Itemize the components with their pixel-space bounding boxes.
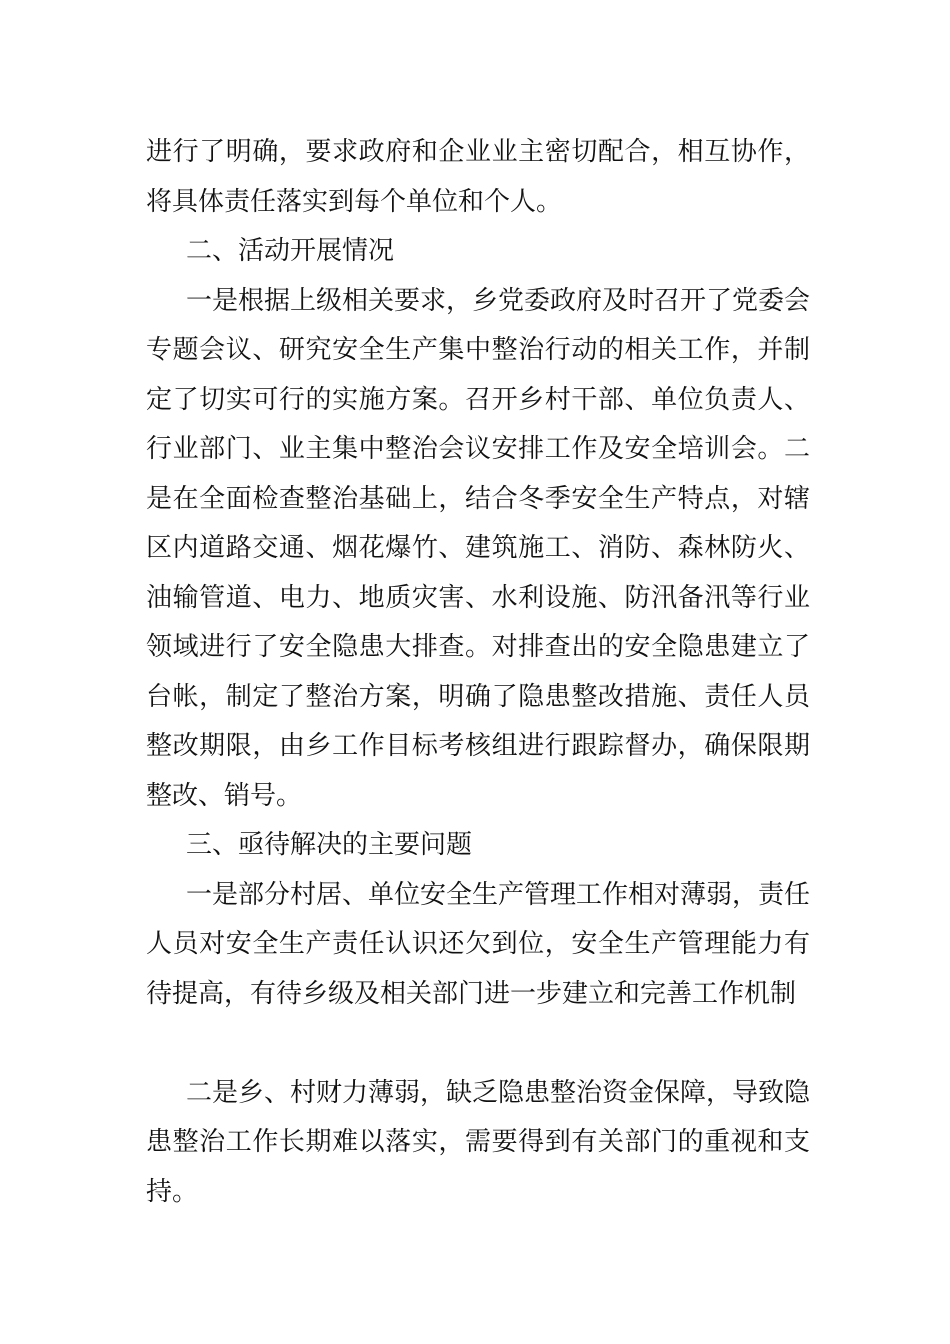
paragraph-spacer xyxy=(146,1019,810,1069)
paragraph-continuation: 进行了明确，要求政府和企业业主密切配合，相互协作，将具体责任落实到每个单位和个人。 xyxy=(146,137,810,217)
paragraph-activities-body: 一是根据上级相关要求，乡党委政府及时召开了党委会专题会议、研究安全生产集中整治行动的相关工作，并制定了切实可行的实施方案。召开乡村干部、单位负责人、行业部门、业主集中整治会议安排工作及安全培训会。二是在全面检查整治基础上，结合冬季安全生产特点，对辖区内道路交通、烟花爆竹、建筑施工、消防、森林防火、油输管道、电力、地质灾害、水利设施、防汛备汛等行业领域进行了安全隐患大排查。对排查出的安全隐患建立了台帐，制定了整治方案，明确了隐患整改措施、责任人员整改期限，由乡工作目标考核组进行跟踪督办，确保限期整改、销号。 xyxy=(146,285,811,811)
section-heading-activities: 二、活动开展情况 xyxy=(186,236,395,266)
paragraph-problem-two: 二是乡、村财力薄弱，缺乏隐患整治资金保障，导致隐患整治工作长期难以落实，需要得到有关部门的重视和支持。 xyxy=(146,1077,811,1207)
section-heading-problems: 三、亟待解决的主要问题 xyxy=(186,830,473,860)
document-body xyxy=(146,128,810,1217)
paragraph-problem-one: 一是部分村居、单位安全生产管理工作相对薄弱，责任人员对安全生产责任认识还欠到位，安全生产管理能力有待提高，有待乡级及相关部门进一步建立和完善工作机制 xyxy=(146,879,811,1009)
